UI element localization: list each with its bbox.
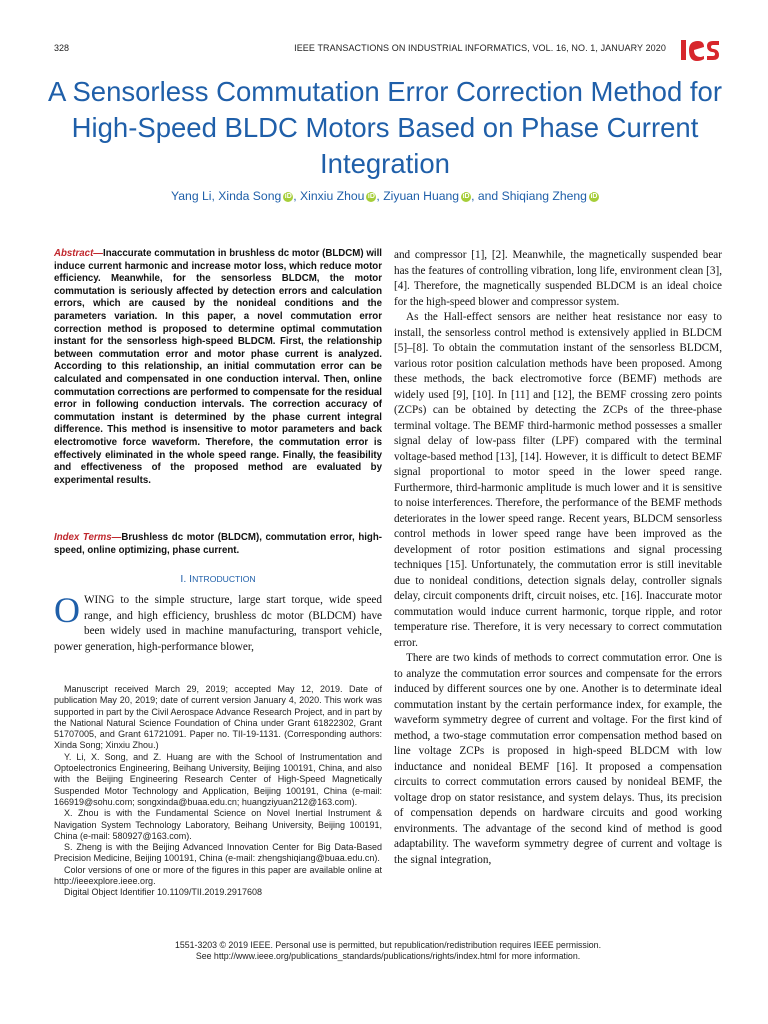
body-paragraph: As the Hall-effect sensors are neither heat resistance nor easy to install, the sensorless control method is extensively applied in BLDCM [5]–[8]. To obtain the commutation instant of the sensorless BLDCM, various rotor position calculation methods have been proposed. Among these methods, the back electromotive force (BEMF) methods are widely used [9], [10]. In [11] and [12], the BEMF crossing zero points (ZCPs) can be obtained by detecting the ZCPs of the three-phase terminal voltage. The BEMF third-harmonic method possesses a smaller signal delay of low-pass filter (LPF) compared with the terminal voltage-based method [13], [14]. However, it is difficult to detect BEMF signal proportional to motor speed in the lower speed range. Furthermore, third-harmonic amplitude is much lower and it is sensitive to noise interferences. Therefore, the performance of the BEMF methods deteriorates in the lower speed range. Recent years, BLDCM sensorless control methods in lower speed range have been improved as the development of rotor position estimations and signal processing techniques [15]. Unfortunately, the commutation error is still inevitable due to nonideal conditions, detection signals delay, controller signals delay, circuit components drift, circuit noises, etc. [16]. Inaccurate motor commutation would induce current harmonic, torque ripple, and rotor temperature rise. Therefore, it is very necessary to correct commutation error. [394, 311, 722, 649]
abstract [54, 248, 382, 487]
author-names: , Xinxiu Zhou [293, 189, 365, 203]
body-paragraph: There are two kinds of methods to correct commutation error. One is to analyze the commutation error sources and compensate for the errors induced by different sources one by one. Another is to determinate ideal commutation instant by the certain performance index, for example, the waveform symmetry degree of current and voltage. For the first kind of method, a two-stage commutation error compensation method based on line voltage ZCPs is proposed in high-speed BLDCM with low inductance and nonideal BEMF [16]. It proposed a compensation circuits to correct commutation errors caused by nonideal BEMF, the voltage drop on stator resistance, and system delays. Thus, its precision of compensation depends on hardware circuits and good working environments. The advantage of the second kind of method is good adaptability. The waveform symmetry degree of current and voltage is the signal integration, [394, 652, 722, 866]
section-heading [54, 573, 382, 585]
body-text-right-column [394, 248, 722, 868]
intro-paragraph [54, 590, 382, 655]
section-numeral: I. [180, 573, 190, 585]
author-names: , and Shiqiang Zheng [471, 189, 587, 203]
abstract-label: Abstract— [54, 248, 103, 259]
footnote-affiliation: X. Zhou is with the Fundamental Science on Novel Inertial Instrument & Navigation System Technology Laboratory, Beihang University, Beijing 100191, China (e-mail: 580927@163.com). [54, 808, 382, 841]
author-names: Yang Li, Xinda Song [171, 189, 282, 203]
copyright-line: 1551-3203 © 2019 IEEE. Personal use is permitted, but republication/redistribution requires IEEE permission. [174, 940, 602, 950]
index-terms-text: Brushless dc motor (BLDCM), commutation error, high-speed, online optimizing, phase current. [54, 532, 382, 556]
footnote-color-note[interactable]: Color versions of one or more of the figures in this paper are available online at http://ieeexplore.ieee.org. [54, 864, 382, 887]
running-header [54, 42, 666, 56]
author-list [40, 189, 730, 203]
footnote-affiliation: Y. Li, X. Song, and Z. Huang are with the School of Instrumentation and Optoelectronics Engineering, Beihang University, Beijing 100191, China, and also with the Beijing Engineering Research Center of High-Speed Magnetically Suspended Motor Technology and Application, Beijing 100191, China (e-mail: 166919@sohu.com; songxinda@buaa.edu.cn; huangziyuan212@163.com). [54, 751, 382, 807]
section-title: NTRODUCTION [192, 574, 256, 584]
orcid-icon[interactable]: iD [367, 193, 375, 200]
journal-name: IEEE TRANSACTIONS ON INDUSTRIAL INFORMATICS, VOL. 16, NO. 1, JANUARY 2020 [294, 43, 666, 53]
footnotes [54, 684, 382, 899]
orcid-icon[interactable]: iD [284, 193, 292, 200]
orcid-icon[interactable]: iD [590, 193, 598, 200]
drop-cap: O [54, 590, 80, 630]
intro-text: WING to the simple structure, large start torque, wide speed range, and high efficiency, brushless dc motor (BLDCM) have been widely used in machine manufacturing, transport vehicle, power generation, high-performance blower, [54, 594, 382, 653]
footnote-doi[interactable]: Digital Object Identifier 10.1109/TII.2019.2917608 [64, 887, 262, 898]
author-names: , Ziyuan Huang [376, 189, 460, 203]
paper-title: A Sensorless Commutation Error Correction Method for High-Speed BLDC Motors Based on Phase Current Integration [47, 76, 723, 179]
rights-link[interactable]: See http://www.ieee.org/publications_standards/publications/rights/index.html for more information. [195, 951, 581, 961]
index-terms-label: Index Terms— [54, 532, 122, 543]
abstract-text: Inaccurate commutation in brushless dc motor (BLDCM) will induce current harmonic and increase motor loss, which reduce motor efficiency. Meanwhile, for the sensorless BLDCM, the motor commutation is seriously affected by detection errors and calculation errors, which are caused by the nonideal conditions and the parameters variation. In this paper, a novel commutation error correction method is proposed to determine optimal commutation instant for the sensorless high-speed BLDCM. First, the relationship between commutation error and motor phase current is analyzed. According to this relationship, an initial commutation error can be calculated and compensated in one conduction interval. Then, online commutation corrections are performed to compensate for the residual error in following conduction intervals. The correction accuracy of commutation instant is determined by the phase current integral difference. This method is insensitive to motor parameters and back electromotive force waveform. Therefore, the commutation error is effectively eliminated in the whole speed range. Finally, the feasibility and effectiveness of the proposed method are evaluated by experimental results. [54, 248, 382, 486]
page-number: 328 [54, 43, 70, 53]
orcid-icon[interactable]: iD [462, 193, 470, 200]
section-first-letter: I [189, 573, 193, 585]
footnote-manuscript: Manuscript received March 29, 2019; accepted May 12, 2019. Date of publication May 20, 2019; date of current version January 4, 2020. This work was supported in part by the Civil Aerospace Advance Research Project, and in part by the National Natural Science Foundation of China under Grant 61822302, Grant 51707005, and Grant 61721091. Paper no. TII-19-1131. (Corresponding authors: Xinda Song; Xinxiu Zhou.) [54, 684, 382, 751]
footnote-affiliation: S. Zheng is with the Beijing Advanced Innovation Center for Big Data-Based Precision Medicine, Beijing 100191, China (e-mail: zhengshiqiang@buaa.edu.cn). [54, 842, 382, 864]
body-paragraph: and compressor [1], [2]. Meanwhile, the magnetically suspended bear has the features of controlling vibration, long life, environment clean [3], [4]. Therefore, the magnetically suspended BLDCM is an ideal choice for the high-speed blower and compressor system. [394, 249, 722, 308]
index-terms [54, 532, 382, 557]
ies-logo-icon [680, 38, 720, 62]
copyright-notice [54, 940, 722, 962]
